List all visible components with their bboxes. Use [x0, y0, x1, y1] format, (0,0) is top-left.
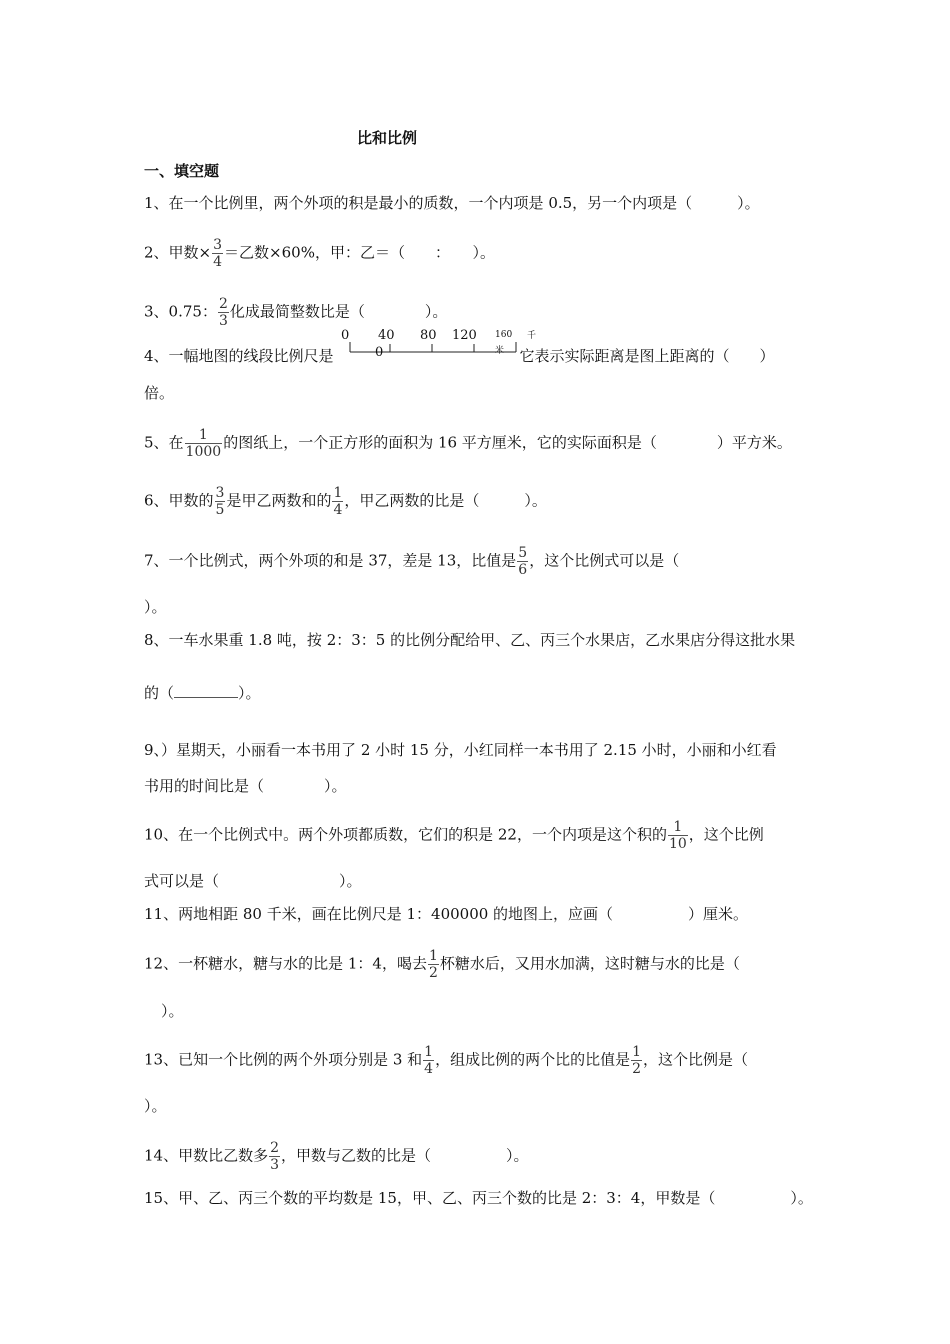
q14-text-a: 14、甲数比乙数多 — [144, 1146, 269, 1165]
scale-tick-label: 0 — [375, 345, 384, 360]
fraction: $\frac{1}{2}$ — [428, 948, 438, 981]
q13-text-b: ，组成比例的两个比的比值是 — [435, 1050, 631, 1069]
question-13 — [144, 1044, 748, 1077]
question-8: 8、一车水果重 1.8 吨，按 2：3：5 的比例分配给甲、乙、丙三个水果店，乙水果店分得这批水果 — [144, 631, 796, 649]
page-title: 比和比例 — [357, 129, 418, 147]
q2-text-a: 2、甲数× — [144, 243, 212, 262]
question-1: 1、在一个比例里，两个外项的积是最小的质数，一个内项是 0.5，另一个内项是（ ）。 — [144, 194, 760, 212]
q2-text-b: ＝乙数×60%，甲：乙＝（ ： ）。 — [224, 243, 495, 262]
q6-text-a: 6、甲数的 — [144, 491, 214, 510]
q8-text-b: 的（ — [144, 684, 175, 702]
q4-text-a: 4、一幅地图的线段比例尺是 — [144, 347, 334, 365]
q12-text-b: 杯糖水后，又用水加满，这时糖与水的比是（ — [439, 954, 740, 973]
question-2 — [144, 237, 495, 270]
q13-text-a: 13、已知一个比例的两个外项分别是 3 和 — [144, 1050, 423, 1069]
scale-unit-label: 米 — [495, 346, 505, 356]
fraction: $\frac{1}{1000}$ — [185, 427, 222, 460]
question-11: 11、两地相距 80 千米，画在比例尺是 1：400000 的地图上，应画（ ）厘米。 — [144, 905, 749, 923]
fraction: $\frac{2}{3}$ — [270, 1140, 280, 1173]
question-12-continued: ）。 — [161, 1002, 184, 1020]
q8-text-c: ）。 — [238, 684, 261, 702]
q6-text-b: 是甲乙两数和的 — [226, 491, 332, 510]
scale-tick-label: 40 — [378, 328, 395, 343]
q3-text-b: 化成最简整数比是（ ）。 — [229, 302, 448, 321]
q10-text-a: 10、在一个比例式中。两个外项都质数，它们的积是 22，一个内项是这个积的 — [144, 825, 667, 844]
q7-text-a: 7、一个比例式，两个外项的和是 37，差是 13，比值是 — [144, 551, 517, 570]
scale-tick-label: 0 — [341, 328, 350, 343]
question-7 — [144, 545, 679, 578]
question-4-continued: 倍。 — [144, 384, 175, 402]
question-6 — [144, 485, 547, 518]
fraction: $\frac{2}{3}$ — [218, 296, 228, 329]
question-9-continued: 书用的时间比是（ ）。 — [144, 777, 347, 795]
question-9: 9、）星期天，小丽看一本书用了 2 小时 15 分，小红同样一本书用了 2.15 小时，小丽和小红看 — [144, 741, 777, 759]
scale-tick-label: 80 — [420, 328, 437, 343]
question-7-continued: ）。 — [144, 598, 167, 616]
question-8-continued — [144, 683, 261, 703]
fraction: $\frac{3}{4}$ — [213, 237, 223, 270]
fraction: $\frac{5}{6}$ — [518, 545, 528, 578]
question-14 — [144, 1140, 529, 1173]
q5-text-a: 5、在 — [144, 433, 184, 452]
answer-blank — [174, 683, 238, 698]
fraction: $\frac{1}{4}$ — [424, 1044, 434, 1077]
q3-text-a: 3、0.75： — [144, 302, 217, 321]
fraction: $\frac{3}{5}$ — [215, 485, 225, 518]
q6-text-c: ，甲乙两数的比是（ ）。 — [344, 491, 547, 510]
question-5 — [144, 427, 792, 460]
fraction: $\frac{1}{10}$ — [668, 819, 687, 852]
question-13-continued: ）。 — [144, 1097, 167, 1115]
question-3 — [144, 296, 447, 329]
question-10-continued: 式可以是（ ）。 — [144, 872, 362, 890]
q13-text-c: ，这个比例是（ — [643, 1050, 749, 1069]
question-15: 15、甲、乙、丙三个数的平均数是 15，甲、乙、丙三个数的比是 2：3：4，甲数是（ ）。 — [144, 1189, 813, 1207]
q4-text-b: 它表示实际距离是图上距离的（ ） — [519, 347, 775, 365]
fraction: $\frac{1}{2}$ — [632, 1044, 642, 1077]
fraction: $\frac{1}{4}$ — [333, 485, 343, 518]
scale-tick-label: 120 — [452, 328, 477, 343]
q7-text-b: ，这个比例式可以是（ — [529, 551, 680, 570]
scale-tick-label: 160 — [495, 330, 513, 340]
line-scale-diagram — [340, 326, 540, 366]
q14-text-b: ，甲数与乙数的比是（ ）。 — [281, 1146, 529, 1165]
q5-text-b: 的图纸上，一个正方形的面积为 16 平方厘米，它的实际面积是（ ）平方米。 — [223, 433, 792, 452]
q10-text-b: ，这个比例 — [688, 825, 764, 844]
section-heading: 一、填空题 — [144, 162, 220, 180]
q12-text-a: 12、一杯糖水，糖与水的比是 1：4，喝去 — [144, 954, 427, 973]
question-10 — [144, 819, 764, 852]
scale-unit-label: 千 — [527, 331, 537, 341]
question-12 — [144, 948, 740, 981]
